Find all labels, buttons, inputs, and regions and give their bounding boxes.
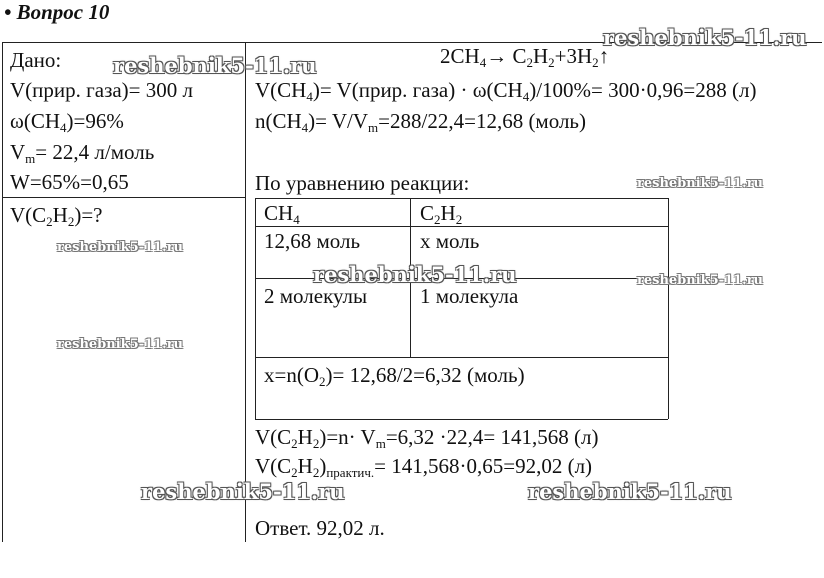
given-separator-line [2, 197, 245, 198]
frame-left-line [2, 42, 3, 542]
given-label: Дано: [10, 48, 62, 72]
table-result: $х=n(O_2)= 12,68/2=6,32$ (моль) [264, 363, 525, 389]
watermark-text: reshebnik5-11.ru [313, 262, 517, 287]
watermark-text: reshebnik5-11.ru [528, 479, 732, 504]
step-methane-volume: $V(CH_4)=$ V(прир. газа) · $\omega(CH_4)/100\%= 300\cdot 0,96=288$ (л) [255, 78, 757, 104]
frame-divider-line [245, 42, 246, 542]
table-cell-methane-molecules: 2 молекулы [264, 284, 368, 308]
watermark-text: reshebnik5-11.ru [603, 25, 807, 50]
step-methane-moles: $n(CH_4)= V/V_m=288/22,4=12,68$ (моль) [255, 109, 586, 135]
answer: Ответ. 92,02 л. [255, 516, 385, 540]
table-header-methane: $CH_4$ [264, 201, 300, 227]
given-yield: W=65%=0,65 [10, 170, 129, 194]
table-cell-acetylene-molecules: 1 молекула [420, 284, 519, 308]
table-top-line [255, 198, 668, 199]
given-gas-volume: V(прир. газа)= 300 л [10, 78, 194, 102]
watermark-text: reshebnik5-11.ru [637, 176, 764, 191]
watermark-text: reshebnik5-11.ru [57, 240, 184, 255]
reaction-equation: $2CH_4\to$ $C_2H_2+3H_2↑$ [440, 44, 610, 70]
watermark-text: reshebnik5-11.ru [637, 273, 764, 288]
watermark-text: reshebnik5-11.ru [57, 337, 184, 352]
watermark-text: reshebnik5-11.ru [141, 479, 345, 504]
given-molar-volume: $V_m= 22,4$ л/моль [10, 140, 155, 166]
given-methane-fraction: $\omega(CH_4)=96\%$ [10, 109, 124, 135]
table-header-acetylene: $C_2H_2$ [420, 201, 463, 227]
watermark-text: reshebnik5-11.ru [113, 53, 317, 78]
table-right-line [668, 198, 669, 419]
table-left-line [255, 198, 256, 419]
table-bottom-line [255, 419, 668, 420]
table-cell-acetylene-moles: х моль [420, 229, 480, 253]
step-acetylene-volume: $V(C_2H_2)=n\cdot V_m=6,32 \cdot 22,4= 141,568$ (л) [255, 425, 599, 451]
table-cell-methane-moles: 12,68 моль [264, 229, 361, 253]
by-equation-label: По уравнению реакции: [255, 171, 470, 195]
question-title: • Вопрос 10 [4, 0, 110, 24]
table-row2-line [255, 357, 668, 358]
step-practical-volume: $V(C_2H_2)_{практич.}= 141,568\cdot 0,65=92,02$ (л) [255, 454, 593, 480]
find-acetylene-volume: $V(C_2H_2)=$? [10, 203, 103, 229]
